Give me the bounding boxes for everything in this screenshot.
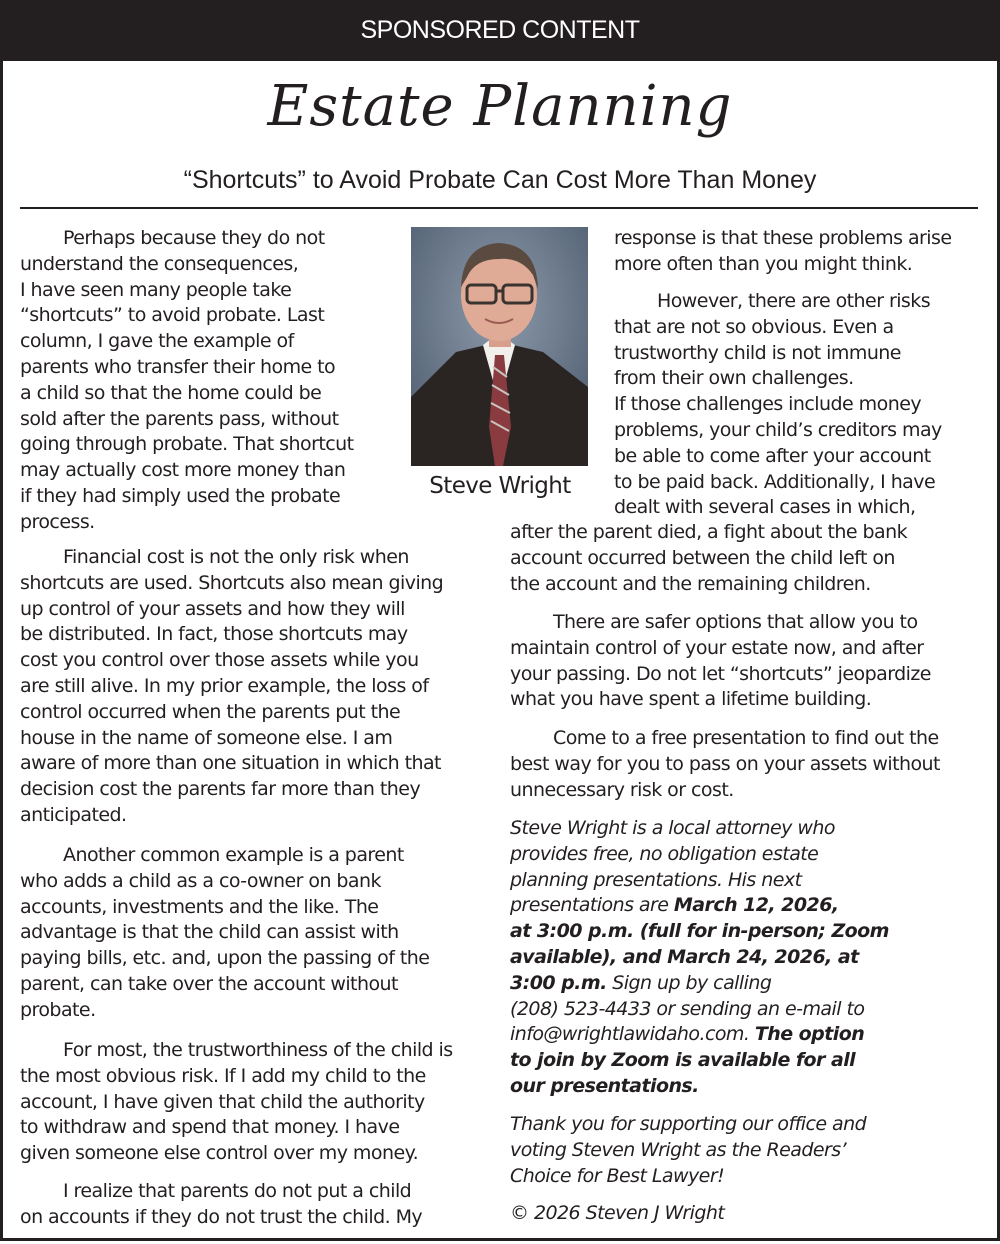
presentation-date-2: available), and March 24, 2026, at bbox=[510, 945, 859, 968]
text-line: going through probate. That shortcut bbox=[20, 433, 354, 456]
text-line: that are not so obvious. Even a bbox=[614, 315, 894, 338]
text-line: account, I have given that child the authority bbox=[20, 1090, 425, 1113]
paragraph-1 bbox=[20, 226, 354, 536]
text-line: be able to come after your account bbox=[614, 444, 931, 467]
paragraph-4 bbox=[20, 1038, 453, 1167]
text-line: cost you control over those assets while you bbox=[20, 649, 419, 672]
paragraph-8 bbox=[510, 610, 931, 713]
thank-you-note bbox=[510, 1112, 866, 1189]
author-photo bbox=[411, 227, 588, 466]
text-line: account occurred between the child left on bbox=[510, 546, 895, 569]
text-line: be distributed. In fact, those shortcuts may bbox=[20, 623, 408, 646]
text-line: I have seen many people take bbox=[20, 278, 292, 301]
text-line: more often than you might think. bbox=[614, 252, 913, 275]
text-line: Financial cost is not the only risk when bbox=[63, 546, 409, 568]
text-line: dealt with several cases in which, bbox=[614, 496, 916, 519]
text-line: shortcuts are used. Shortcuts also mean giving bbox=[20, 571, 444, 594]
text-line: If those challenges include money bbox=[614, 393, 922, 416]
bio-line: Steve Wright is a local attorney who bbox=[510, 817, 835, 839]
text-line: However, there are other risks bbox=[657, 290, 931, 312]
presentation-date-1: March 12, 2026, bbox=[673, 894, 839, 917]
article-title: Estate Planning bbox=[267, 74, 733, 139]
paragraph-5 bbox=[20, 1179, 422, 1231]
text-line: column, I gave the example of bbox=[20, 330, 294, 353]
sponsored-content-banner: SPONSORED CONTENT bbox=[0, 0, 1000, 61]
text-line: “shortcuts” to avoid probate. Last bbox=[20, 304, 325, 327]
bio-line-bold: to join by Zoom is available for all bbox=[510, 1049, 856, 1072]
text-line: if they had simply used the probate bbox=[20, 484, 341, 507]
article-subtitle: “Shortcuts” to Avoid Probate Can Cost More Than Money bbox=[183, 166, 817, 194]
text-line: are still alive. In my prior example, the loss of bbox=[20, 674, 429, 697]
text-line: given someone else control over my money. bbox=[20, 1142, 419, 1165]
text-line: a child so that the home could be bbox=[20, 381, 322, 404]
text-line: after the parent died, a fight about the bank bbox=[510, 521, 908, 543]
text-line: up control of your assets and how they will bbox=[20, 597, 405, 620]
bio-line-bold: our presentations. bbox=[510, 1074, 699, 1097]
text-line: parent, can take over the account without bbox=[20, 972, 398, 995]
text-line: probate. bbox=[20, 998, 96, 1021]
bio-line: planning presentations. His next bbox=[510, 868, 802, 891]
text-line: response is that these problems arise bbox=[614, 227, 952, 249]
text-line: For most, the trustworthiness of the child is bbox=[63, 1039, 453, 1061]
bio-line: provides free, no obligation estate bbox=[510, 842, 819, 865]
text-line: to withdraw and spend that money. I have bbox=[20, 1116, 400, 1139]
text-line: may actually cost more money than bbox=[20, 459, 346, 482]
text-line: house in the name of someone else. I am bbox=[20, 726, 393, 749]
bio-line-bold: at 3:00 p.m. (full for in-person; Zoom bbox=[510, 920, 889, 943]
text-line: I realize that parents do not put a child bbox=[63, 1180, 412, 1202]
paragraph-3 bbox=[20, 843, 429, 1024]
photo-caption: Steve Wright bbox=[429, 473, 571, 499]
text-line: your passing. Do not let “shortcuts” jeopardize bbox=[510, 662, 931, 685]
text-line: understand the consequences, bbox=[20, 252, 299, 275]
text-line: to be paid back. Additionally, I have bbox=[614, 470, 936, 493]
text-line: advantage is that the child can assist with bbox=[20, 921, 399, 944]
text-line: voting Steven Wright as the Readers’ bbox=[510, 1138, 847, 1161]
text-line: problems, your child’s creditors may bbox=[614, 418, 942, 441]
text-line: decision cost the parents far more than they bbox=[20, 778, 421, 801]
text-line: trustworthy child is not immune bbox=[614, 341, 901, 364]
text-line: parents who transfer their home to bbox=[20, 355, 336, 378]
text-line: Perhaps because they do not bbox=[63, 227, 325, 249]
portrait-image bbox=[411, 227, 588, 466]
copyright: © 2026 Steven J Wright bbox=[510, 1202, 725, 1224]
paragraph-6 bbox=[614, 226, 952, 278]
text-line: accounts, investments and the like. The bbox=[20, 895, 379, 918]
title-divider bbox=[20, 207, 978, 209]
bio-line: presentations are March 12, 2026, bbox=[510, 894, 839, 917]
text-line: Another common example is a parent bbox=[63, 844, 404, 866]
text-line: who adds a child as a co-owner on bank bbox=[20, 869, 381, 892]
text-line: anticipated. bbox=[20, 803, 127, 826]
text-line: sold after the parents pass, without bbox=[20, 407, 339, 430]
text-line: Thank you for supporting our office and bbox=[510, 1113, 867, 1135]
paragraph-7 bbox=[614, 289, 942, 521]
text-line: the account and the remaining children. bbox=[510, 572, 871, 595]
text-line: the most obvious risk. If I add my child to the bbox=[20, 1064, 426, 1087]
text-line: process. bbox=[20, 510, 95, 533]
paragraph-7-continued bbox=[510, 520, 907, 597]
text-line: There are safer options that allow you to bbox=[553, 611, 918, 633]
phone-line: (208) 523-4433 or sending an e-mail to bbox=[510, 997, 865, 1020]
text-line: control occurred when the parents put the bbox=[20, 700, 401, 723]
text-line: Choice for Best Lawyer! bbox=[510, 1164, 725, 1187]
bio-line: info@wrightlawidaho.com. The option bbox=[510, 1023, 865, 1046]
text-line: unnecessary risk or cost. bbox=[510, 778, 734, 801]
author-bio bbox=[510, 816, 889, 1100]
email-link[interactable]: info@wrightlawidaho.com. bbox=[510, 1023, 755, 1046]
text-line: from their own challenges. bbox=[614, 367, 854, 390]
text-line: paying bills, etc. and, upon the passing of the bbox=[20, 947, 430, 970]
text-line: Come to a free presentation to find out the bbox=[553, 727, 939, 749]
paragraph-2 bbox=[20, 545, 443, 829]
text-line: best way for you to pass on your assets without bbox=[510, 752, 940, 775]
paragraph-9 bbox=[510, 726, 940, 803]
bio-line: 3:00 p.m. Sign up by calling bbox=[510, 971, 772, 994]
text-line: what you have spent a lifetime building. bbox=[510, 688, 872, 711]
text-line: aware of more than one situation in which that bbox=[20, 752, 441, 775]
text-line: on accounts if they do not trust the child. My bbox=[20, 1205, 423, 1228]
text-line: maintain control of your estate now, and after bbox=[510, 636, 924, 659]
